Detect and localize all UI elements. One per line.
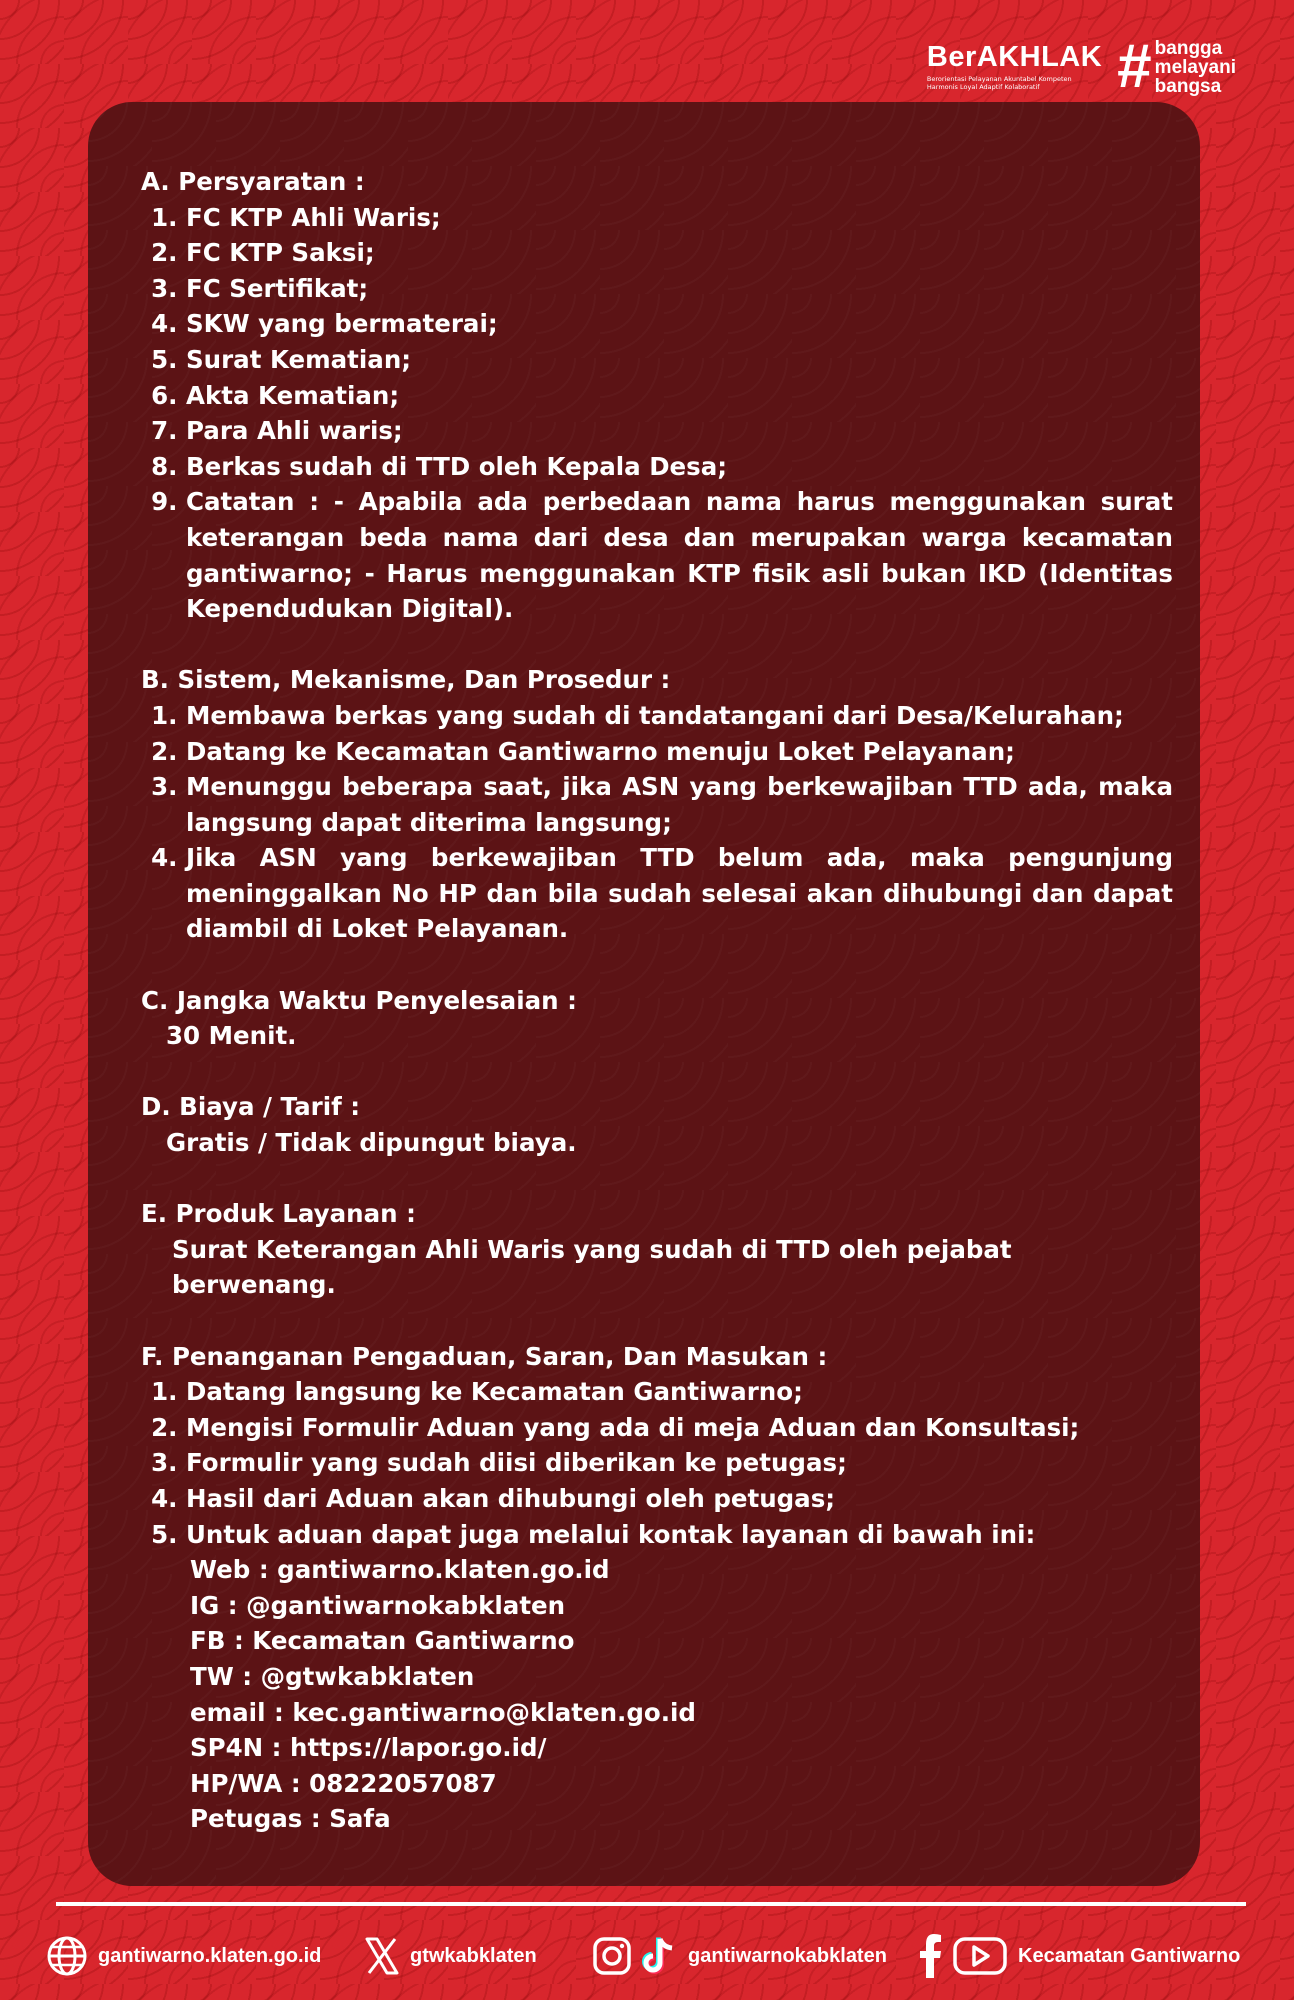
- section-value-c: 30 Menit.: [166, 1021, 297, 1051]
- footer-facebook-youtube[interactable]: [918, 1932, 1240, 1980]
- section-value-d: Gratis / Tidak dipungut biaya.: [166, 1128, 577, 1158]
- footer: [46, 1932, 1256, 1980]
- section-title-f: F. Penanganan Pengaduan, Saran, Dan Masukan :: [141, 1341, 828, 1371]
- list-item: 9. Catatan : - Apabila ada perbedaan nama harus menggunakan surat keterangan beda nama dari desa dan merupakan warga kecamatan gantiwarno; - Harus menggunakan KTP fisik asli bukan IKD (Identitas Kependudukan Digital).: [186, 484, 1173, 626]
- list-item: 3. FC Sertifikat;: [186, 271, 1173, 307]
- contact-sp4n: SP4N : https://lapor.go.id/: [190, 1733, 547, 1763]
- list-item: 5. Untuk aduan dapat juga melalui kontak layanan di bawah ini:: [186, 1517, 1173, 1553]
- footer-divider: [56, 1902, 1246, 1906]
- service-content: [141, 164, 1173, 1873]
- section-persyaratan: [141, 164, 1173, 627]
- contact-tw: TW : @gtwkabklaten: [190, 1661, 475, 1691]
- instagram-icon: [592, 1936, 632, 1976]
- footer-x-label: gtwkabklaten: [410, 1944, 537, 1967]
- section-title-c: C. Jangka Waktu Penyelesaian :: [141, 985, 577, 1015]
- contact-web: Web : gantiwarno.klaten.go.id: [190, 1555, 610, 1585]
- bangga-word-2: melayani: [1154, 56, 1236, 78]
- list-item: 1. FC KTP Ahli Waris;: [186, 200, 1173, 236]
- berakhlak-tagline: Berorientasi Pelayanan Akuntabel Kompeten Harmonis Loyal Adaptif Kolaboratif: [926, 75, 1072, 91]
- list-item: 4. SKW yang bermaterai;: [186, 306, 1173, 342]
- footer-facebook-label: Kecamatan Gantiwarno: [1018, 1944, 1241, 1967]
- tiktok-icon: [642, 1935, 678, 1977]
- section-pengaduan: [141, 1339, 1173, 1837]
- contact-hp-wa: HP/WA : 08222057087: [190, 1768, 497, 1798]
- section-jangka-waktu: [141, 983, 1173, 1054]
- bangga-word-3: bangsa: [1154, 75, 1222, 97]
- contact-petugas: Petugas : Safa: [190, 1804, 391, 1834]
- footer-web[interactable]: [46, 1932, 321, 1980]
- list-prosedur: [141, 698, 1173, 947]
- berakhlak-logo: [927, 43, 1102, 91]
- section-produk: [141, 1196, 1173, 1303]
- section-title-a: A. Persyaratan :: [141, 167, 365, 196]
- list-item: 1. Datang langsung ke Kecamatan Gantiwarno;: [186, 1374, 1173, 1410]
- list-persyaratan: [141, 200, 1173, 627]
- list-item: 4. Jika ASN yang berkewajiban TTD belum ada, maka pengunjung meninggalkan No HP dan bila sudah selesai akan dihubungi dan dapat diambil di Loket Pelayanan.: [186, 840, 1173, 947]
- globe-icon: [46, 1935, 88, 1977]
- facebook-icon: [918, 1934, 942, 1978]
- footer-instagram-tiktok[interactable]: [592, 1932, 887, 1980]
- list-item: 5. Surat Kematian;: [186, 342, 1173, 378]
- hashtag-icon: #: [1116, 32, 1151, 101]
- list-item: 3. Menunggu beberapa saat, jika ASN yang berkewajiban TTD ada, maka langsung dapat diterima langsung;: [186, 769, 1173, 840]
- list-item: 2. Mengisi Formulir Aduan yang ada di meja Aduan dan Konsultasi;: [186, 1410, 1173, 1446]
- section-title-d: D. Biaya / Tarif :: [141, 1092, 361, 1122]
- contact-ig: IG : @gantiwarnokabklaten: [190, 1590, 566, 1620]
- section-title-e: E. Produk Layanan :: [141, 1199, 416, 1229]
- berakhlak-name: BerAKHLAK: [926, 41, 1103, 73]
- footer-x[interactable]: [364, 1932, 537, 1980]
- list-item: 4. Hasil dari Aduan akan dihubungi oleh petugas;: [186, 1481, 1173, 1517]
- x-icon: [364, 1936, 400, 1976]
- bangga-melayani-logo: [1116, 32, 1236, 101]
- youtube-icon: [952, 1936, 1008, 1976]
- section-prosedur: [141, 662, 1173, 947]
- footer-instagram-label: gantiwarnokabklaten: [688, 1944, 887, 1967]
- footer-web-label: gantiwarno.klaten.go.id: [98, 1944, 322, 1967]
- list-item: 8. Berkas sudah di TTD oleh Kepala Desa;: [186, 449, 1173, 485]
- section-biaya: [141, 1089, 1173, 1160]
- list-item: 3. Formulir yang sudah diisi diberikan ke petugas;: [186, 1445, 1173, 1481]
- section-title-b: B. Sistem, Mekanisme, Dan Prosedur :: [141, 665, 671, 695]
- header-logos: [926, 32, 1236, 101]
- contact-email: email : kec.gantiwarno@klaten.go.id: [190, 1697, 696, 1727]
- list-item: 2. Datang ke Kecamatan Gantiwarno menuju Loket Pelayanan;: [186, 734, 1173, 770]
- list-item: 6. Akta Kematian;: [186, 378, 1173, 414]
- list-item: 2. FC KTP Saksi;: [186, 235, 1173, 271]
- list-pengaduan: [141, 1374, 1173, 1552]
- section-value-e: Surat Keterangan Ahli Waris yang sudah di TTD oleh pejabat berwenang.: [172, 1234, 1012, 1300]
- bangga-word-1: bangga: [1154, 37, 1223, 59]
- contact-fb: FB : Kecamatan Gantiwarno: [190, 1626, 575, 1656]
- list-item: 1. Membawa berkas yang sudah di tandatangani dari Desa/Kelurahan;: [186, 698, 1173, 734]
- list-item: 7. Para Ahli waris;: [186, 413, 1173, 449]
